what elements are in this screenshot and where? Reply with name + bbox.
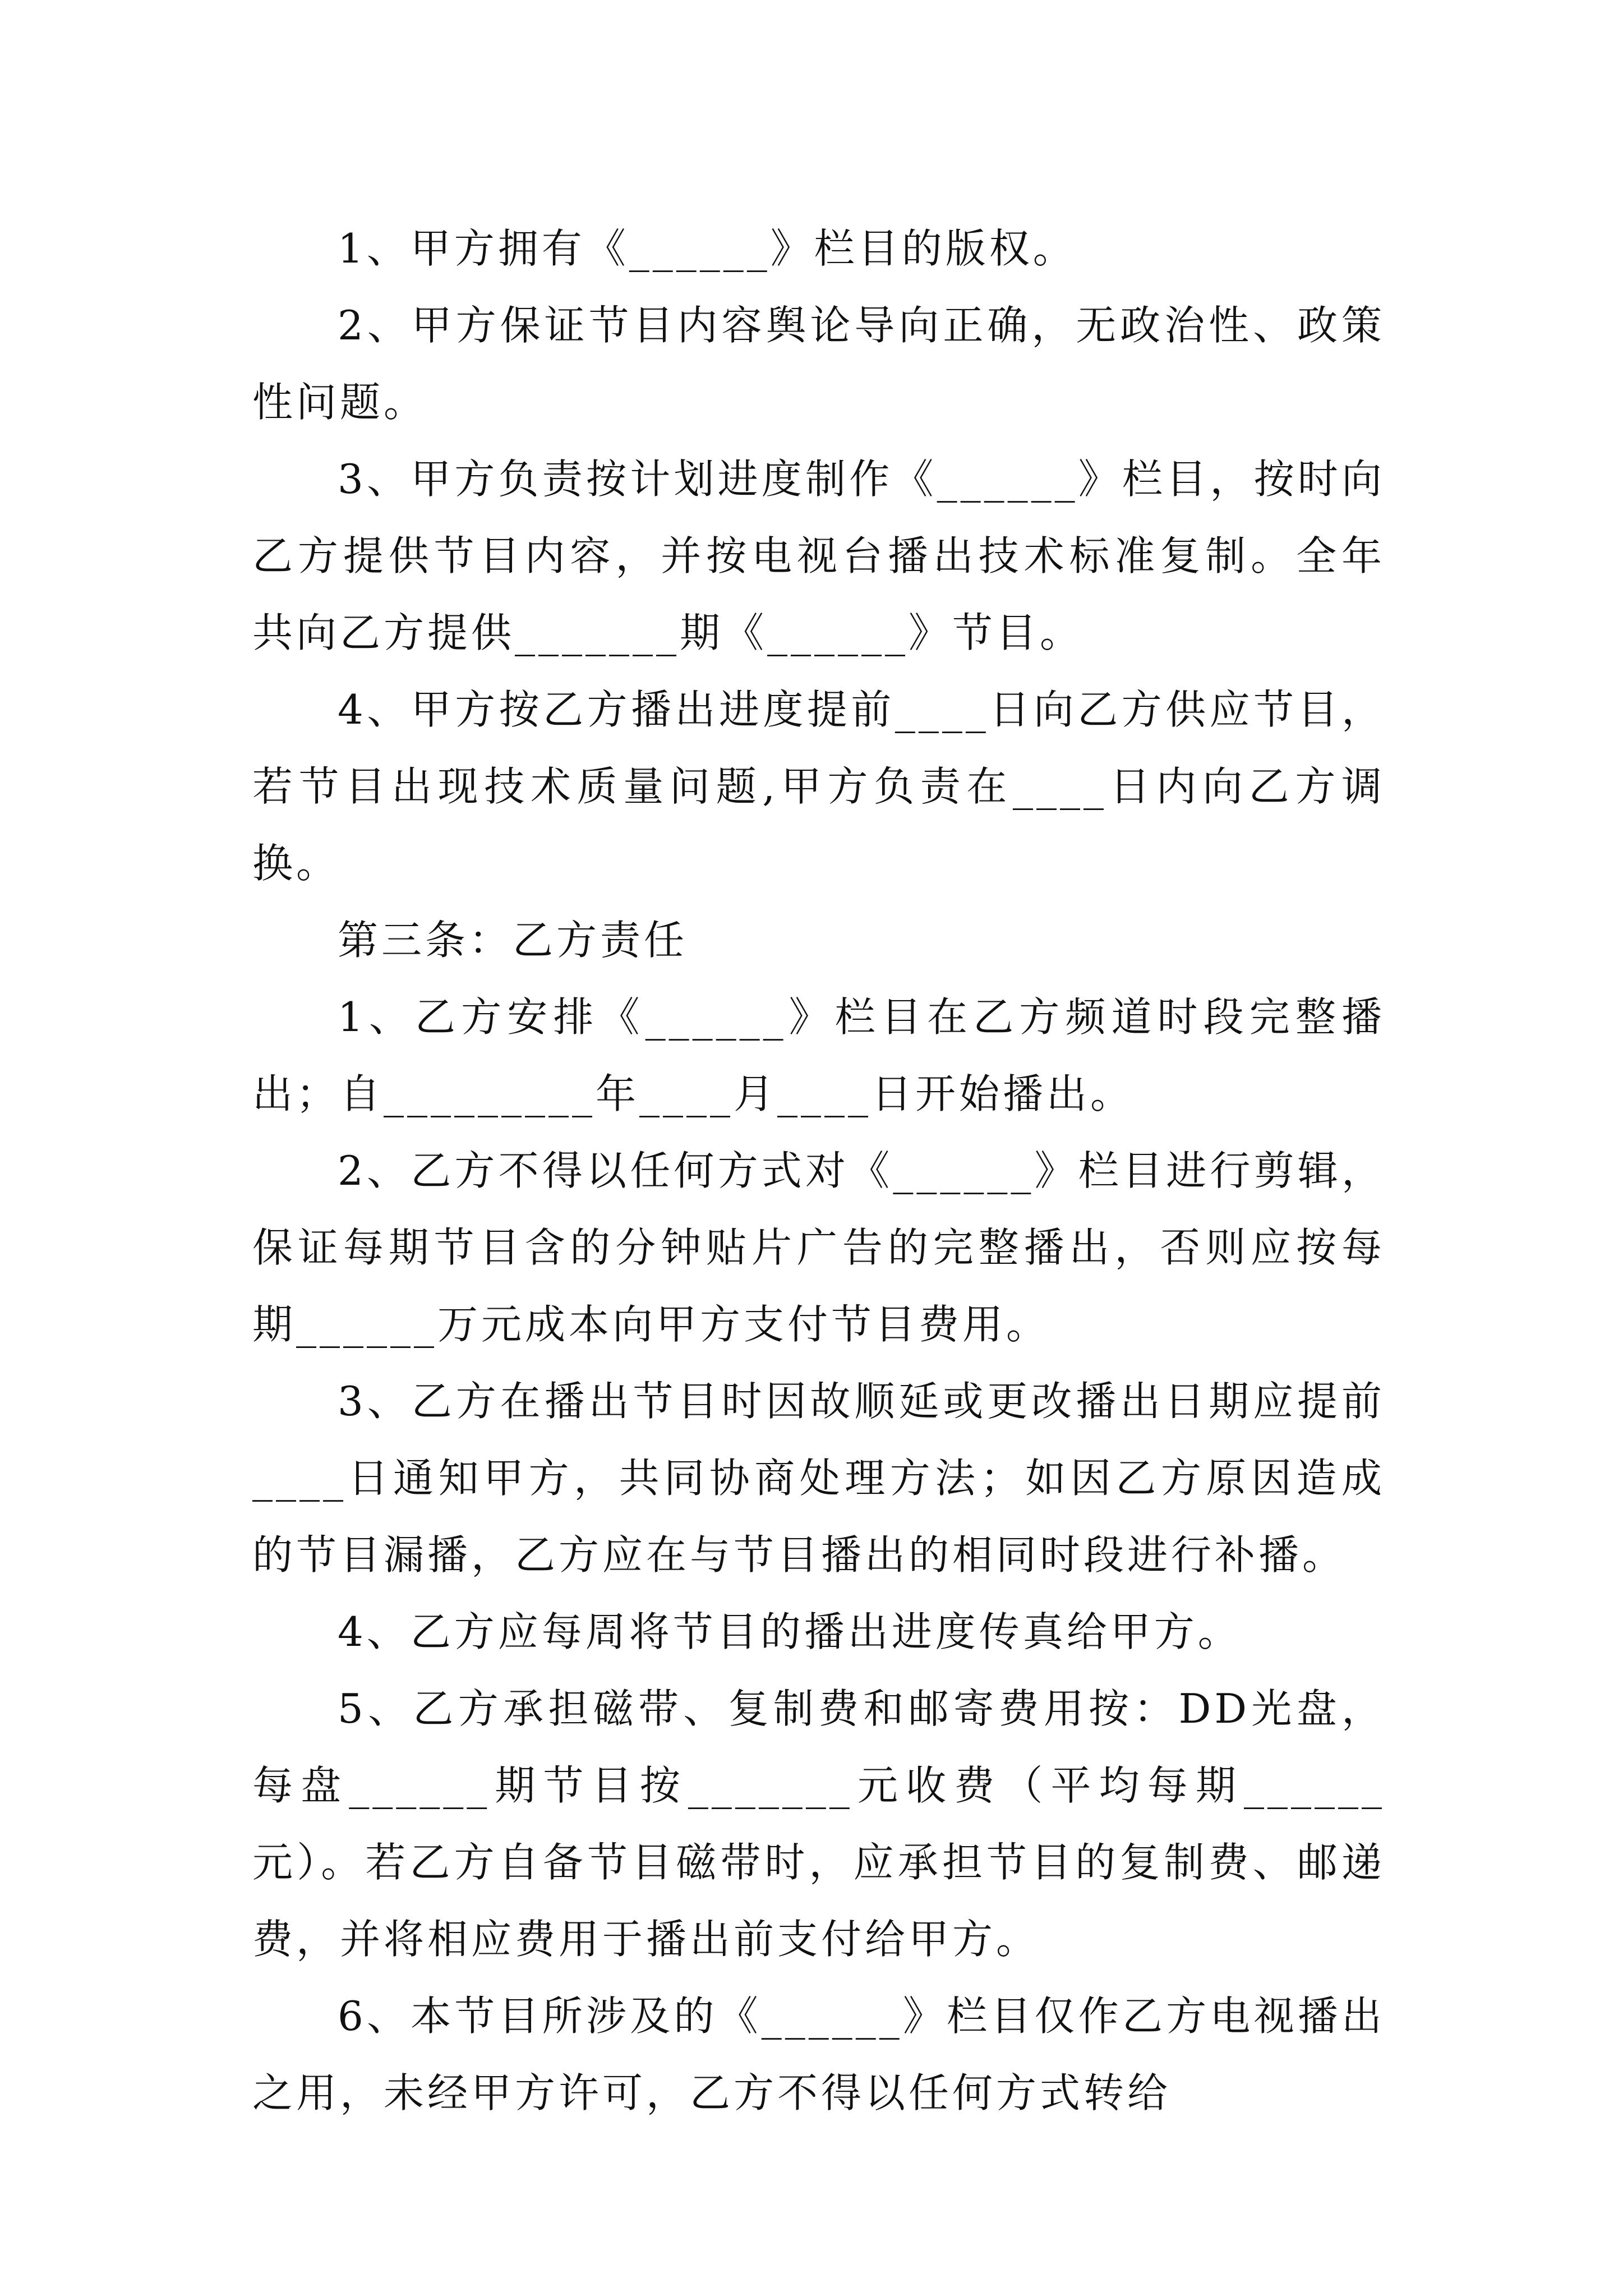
paragraph-5: 1、乙方安排《______》栏目在乙方频道时段完整播出；自_________年____月____日开始播出。: [252, 993, 1385, 1117]
paragraph-9: 5、乙方承担磁带、复制费和邮寄费用按：DD光盘，每盘______期节目按_______元收费（平均每期______元）。若乙方自备节目磁带时，应承担节目的复制费、邮递费，并将相应费用于播出前支付给甲方。: [252, 1685, 1385, 1963]
paragraph-4: 4、甲方按乙方播出进度提前____日向乙方供应节目，若节目出现技术质量问题,甲方负责在____日内向乙方调换。: [252, 686, 1385, 887]
paragraph-7: 3、乙方在播出节目时因故顺延或更改播出日期应提前____日通知甲方，共同协商处理方法；如因乙方原因造成的节目漏播，乙方应在与节目播出的相同时段进行补播。: [252, 1378, 1385, 1579]
section-heading: 第三条：乙方责任: [338, 917, 688, 964]
paragraph-8: 4、乙方应每周将节目的播出进度传真给甲方。: [338, 1608, 1242, 1655]
paragraph-2: 2、甲方保证节目内容舆论导向正确，无政治性、政策性问题。: [252, 302, 1385, 426]
paragraph-10: 6、本节目所涉及的《______》栏目仅作乙方电视播出之用，未经甲方许可，乙方不得以任何方式转给: [252, 1993, 1385, 2116]
paragraph-3: 3、甲方负责按计划进度制作《______》栏目，按时向乙方提供节目内容，并按电视台播出技术标准复制。全年共向乙方提供_______期《______》节目。: [252, 455, 1385, 656]
document-body: [252, 210, 1385, 2132]
paragraph-6: 2、乙方不得以任何方式对《______》栏目进行剪辑，保证每期节目含的分钟贴片广告的完整播出，否则应按每期______万元成本向甲方支付节目费用。: [252, 1147, 1385, 1348]
paragraph-1: 1、甲方拥有《______》栏目的版权。: [338, 225, 1077, 272]
